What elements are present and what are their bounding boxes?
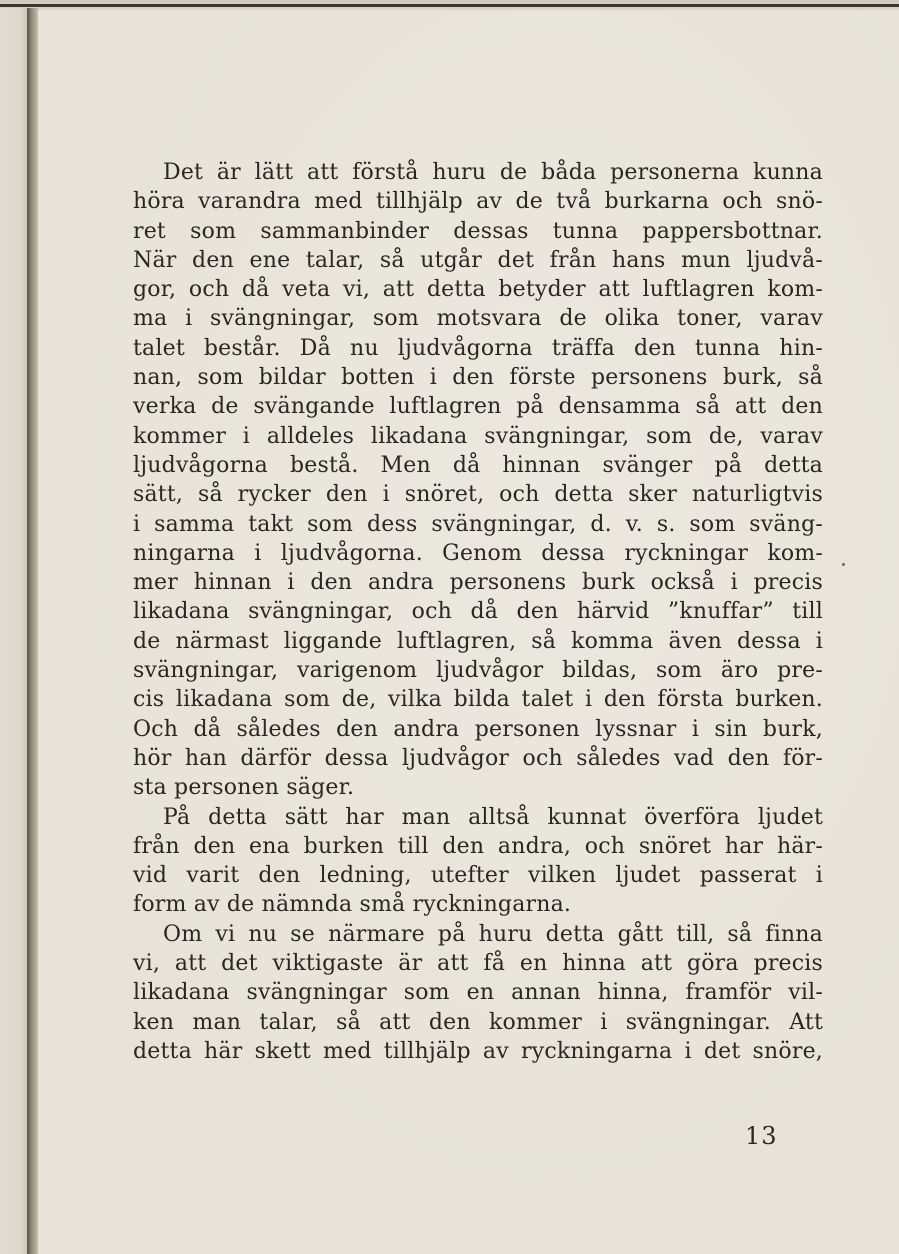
text-line: hör han därför dessa ljudvågor och således vad den för- bbox=[133, 745, 823, 771]
text-line: i samma takt som dess svängningar, d. v. s. som sväng- bbox=[133, 511, 823, 537]
book-page bbox=[38, 10, 899, 1254]
text-line: cis likadana som de, vilka bilda talet i den första burken. bbox=[133, 687, 823, 713]
text-line: ljudvågorna bestå. Men då hinnan svänger på detta bbox=[133, 452, 823, 478]
text-line: sätt, så rycker den i snöret, och detta sker naturligtvis bbox=[133, 482, 823, 508]
text-line: de närmast liggande luftlagren, så komma även dessa i bbox=[133, 628, 823, 654]
text-line: vi, att det viktigaste är att få en hinna att göra precis bbox=[133, 951, 823, 977]
text-line: nan, som bildar botten i den förste personens burk, så bbox=[133, 365, 823, 391]
text-line: sta personen säger. bbox=[133, 775, 355, 801]
facing-page-edge bbox=[0, 8, 30, 1254]
text-line: ret som sammanbinder dessas tunna pappersbottnar. bbox=[133, 218, 823, 244]
text-line: likadana svängningar som en annan hinna, framför vil- bbox=[133, 980, 823, 1006]
text-line: svängningar, varigenom ljudvågor bildas, som äro pre- bbox=[133, 658, 823, 684]
text-line: mer hinnan i den andra personens burk också i precis bbox=[133, 570, 823, 596]
text-line: ningarna i ljudvågorna. Genom dessa ryckningar kom- bbox=[133, 540, 823, 566]
text-line: från den ena burken till den andra, och snöret har här- bbox=[133, 833, 823, 859]
text-line: gor, och då veta vi, att detta betyder att luftlagren kom- bbox=[133, 277, 823, 303]
text-line: vid varit den ledning, utefter vilken ljudet passerat i bbox=[133, 863, 823, 889]
text-line: ken man talar, så att den kommer i svängningar. Att bbox=[133, 1009, 823, 1035]
body-text bbox=[133, 158, 823, 1066]
text-line: När den ene talar, så utgår det från hans mun ljudvå- bbox=[133, 247, 823, 273]
text-line: likadana svängningar, och då den härvid ”knuffar” till bbox=[133, 599, 823, 625]
text-line: Om vi nu se närmare på huru detta gått till, så finna bbox=[163, 921, 823, 947]
text-line: höra varandra med tillhjälp av de två burkarna och snö- bbox=[133, 189, 823, 215]
text-line: På detta sätt har man alltså kunnat överföra ljudet bbox=[163, 804, 823, 830]
text-line: form av de nämnda små ryckningarna. bbox=[133, 892, 572, 918]
text-line: verka de svängande luftlagren på densamma så att den bbox=[133, 394, 823, 420]
text-line: Och då således den andra personen lyssnar i sin burk, bbox=[133, 716, 823, 742]
text-line: detta här skett med tillhjälp av ryckningarna i det snöre, bbox=[133, 1038, 823, 1064]
text-line: ma i svängningar, som motsvara de olika toner, varav bbox=[133, 306, 823, 332]
text-line: kommer i alldeles likadana svängningar, som de, varav bbox=[133, 423, 823, 449]
top-edge-shadow bbox=[0, 4, 899, 7]
paper-speck bbox=[842, 563, 845, 566]
text-line: Det är lätt att förstå huru de båda personerna kunna bbox=[163, 160, 823, 185]
page-number: 13 bbox=[745, 1122, 778, 1150]
text-line: talet består. Då nu ljudvågorna träffa den tunna hin- bbox=[133, 335, 823, 361]
